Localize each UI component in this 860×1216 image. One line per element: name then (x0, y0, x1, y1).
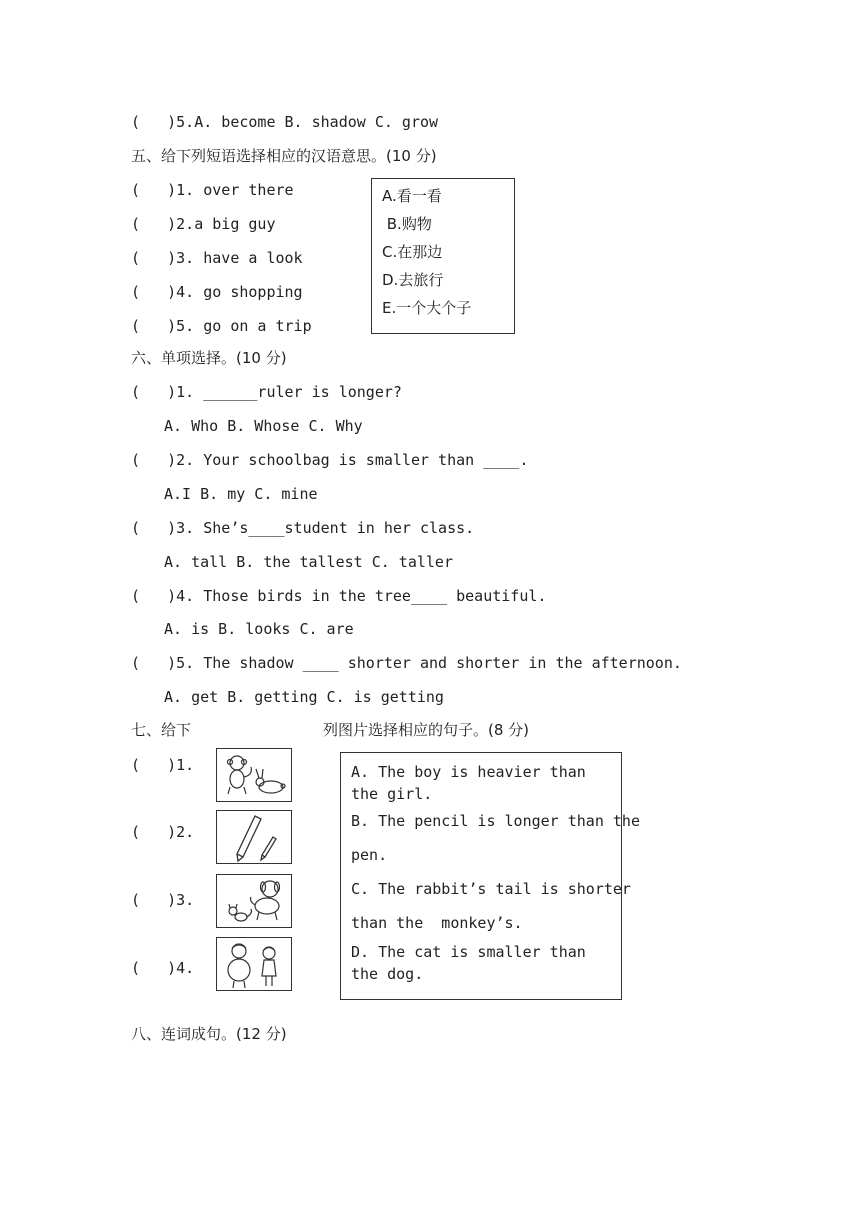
sec5-item-2: ( )2.a big guy (131, 215, 276, 233)
sec6-q1-options: A. Who B. Whose C. Why (164, 417, 363, 435)
sec6-q4: ( )4. Those birds in the tree____ beautiful. (131, 587, 547, 605)
sec7-heading-end: 列图片选择相应的句子。(8 分) (323, 721, 530, 739)
sec5-option-b: B.购物 (382, 215, 432, 233)
sec6-q5: ( )5. The shadow ____ shorter and shorter in the afternoon. (131, 654, 682, 672)
sec6-q3-options: A. tall B. the tallest C. taller (164, 553, 453, 571)
sec8-heading: 八、连词成句。(12 分) (131, 1025, 287, 1043)
sec7-heading-start: 七、给下 (131, 721, 192, 739)
picture-pencil-pen (216, 810, 292, 864)
picture-boy-girl (216, 937, 292, 991)
picture-cat-dog (216, 874, 292, 928)
sec7-option-c-line1: C. The rabbit’s tail is shorter (351, 880, 631, 898)
sec6-q5-options: A. get B. getting C. is getting (164, 688, 444, 706)
sec6-q4-options: A. is B. looks C. are (164, 620, 354, 638)
sec5-options-box (371, 178, 515, 334)
picture-monkey-rabbit (216, 748, 292, 802)
sec5-item-4: ( )4. go shopping (131, 283, 303, 301)
sec6-q2: ( )2. Your schoolbag is smaller than ____. (131, 451, 529, 469)
sec6-q1: ( )1. ______ruler is longer? (131, 383, 402, 401)
sec4-q5: ( )5.A. become B. shadow C. grow (131, 113, 439, 131)
sec5-option-c: C.在那边 (382, 243, 443, 261)
sec7-item-4: ( )4. (131, 959, 195, 977)
sec6-q2-options: A.I B. my C. mine (164, 485, 318, 503)
sec5-option-e: E.一个大个子 (382, 299, 472, 317)
sec7-option-b-line2: pen. (351, 846, 388, 864)
sec7-option-c-line2: than the monkey’s. (351, 914, 523, 932)
sec7-option-b-line1: B. The pencil is longer than the (351, 812, 640, 830)
sec6-q3: ( )3. She’s____student in her class. (131, 519, 475, 537)
sec7-item-2: ( )2. (131, 823, 195, 841)
sec7-item-1: ( )1. (131, 756, 195, 774)
sec7-item-3: ( )3. (131, 891, 195, 909)
sec7-options-box (340, 752, 640, 1000)
sec7-option-a: A. The boy is heavier than the girl. (351, 763, 586, 803)
sec5-item-5: ( )5. go on a trip (131, 317, 312, 335)
sec5-item-3: ( )3. have a look (131, 249, 303, 267)
sec6-heading: 六、单项选择。(10 分) (131, 349, 287, 367)
sec5-option-a: A.看一看 (382, 187, 442, 205)
sec5-option-d: D.去旅行 (382, 271, 444, 289)
sec5-item-1: ( )1. over there (131, 181, 294, 199)
sec7-option-d: D. The cat is smaller than the dog. (351, 943, 586, 983)
sec5-heading: 五、给下列短语选择相应的汉语意思。(10 分) (131, 147, 437, 165)
